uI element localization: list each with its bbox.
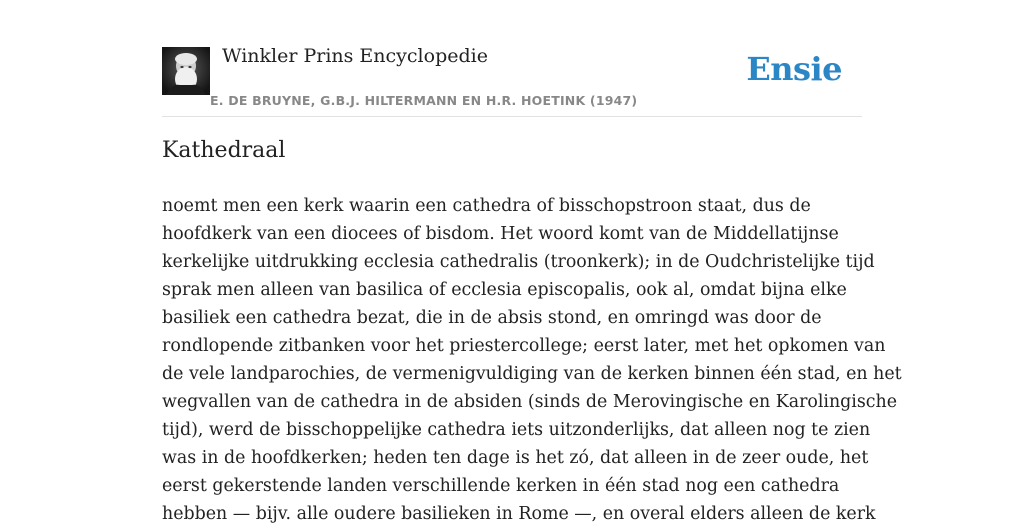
body-line: rondlopende zitbanken voor het priestercollege; eerst later, met het opkomen van [162,336,886,356]
site-title[interactable]: Winkler Prins Encyclopedie [222,45,488,67]
body-line: de vele landparochies, de vermenigvuldiging van de kerken binnen één stad, en het [162,364,902,384]
article-title: Kathedraal [162,138,286,163]
body-line: kerkelijke uitdrukking ecclesia cathedralis (troonkerk); in de Oudchristelijke tijd [162,252,875,272]
body-line: hoofdkerk van een diocees of bisdom. Het woord komt van de Middellatijnse [162,224,839,244]
body-line: sprak men alleen van basilica of ecclesia episcopalis, ook al, omdat bijna elke [162,280,847,300]
body-line: eerst gekerstende landen verschillende kerken in één stad nog een cathedra [162,476,840,496]
header [162,42,862,117]
body-line: was in de hoofdkerken; heden ten dage is het zó, dat alleen in de zeer oude, het [162,448,869,468]
authors-line: E. DE BRUYNE, G.B.J. HILTERMANN EN H.R. HOETINK (1947) [210,93,638,108]
body-line: hebben — bijv. alle oudere basilieken in Rome —, en overal elders alleen de kerk [162,504,876,524]
avatar[interactable] [162,47,210,95]
body-line: basiliek een cathedra bezat, die in de absis stond, en omringd was door de [162,308,822,328]
body-line: noemt men een kerk waarin een cathedra of bisschopstroon staat, dus de [162,196,811,216]
article-body [162,192,902,528]
brand-logo-link[interactable]: Ensie [746,50,842,88]
portrait-photo-icon [162,47,210,95]
body-line: wegvallen van de cathedra in de absiden (sinds de Merovingische en Karolingische [162,392,898,412]
body-line: tijd), werd de bisschoppelijke cathedra iets uitzonderlijks, dat alleen nog te zien [162,420,871,440]
